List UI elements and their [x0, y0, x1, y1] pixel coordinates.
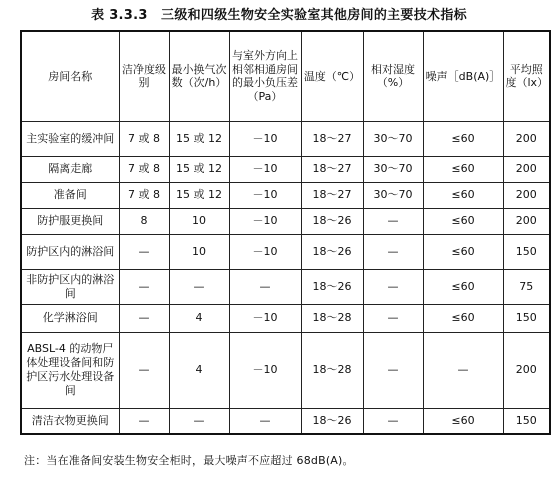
cell-noise: ≤60 [423, 234, 503, 269]
technical-spec-table [20, 30, 551, 435]
table-row [21, 208, 550, 234]
cell-pressure-diff: －10 [229, 234, 301, 269]
cell-noise: ≤60 [423, 304, 503, 332]
cell-cleanliness: 7 或 8 [119, 156, 169, 182]
table-title: 表 3.3.3 三级和四级生物安全实验室其他房间的主要技术指标 [91, 8, 467, 23]
header-relative-humidity: 相对湿度（%） [363, 31, 423, 121]
cell-illuminance: 150 [503, 234, 550, 269]
cell-air-changes: 15 或 12 [169, 121, 229, 156]
cell-air-changes: 10 [169, 234, 229, 269]
cell-cleanliness: — [119, 332, 169, 408]
table-row [21, 408, 550, 434]
cell-air-changes: — [169, 408, 229, 434]
cell-humidity: 30～70 [363, 121, 423, 156]
cell-temperature: 18～26 [301, 408, 363, 434]
header-min-pressure-diff: 与室外方向上相邻相通房间的最小负压差（Pa） [229, 31, 301, 121]
table-row [21, 332, 550, 408]
table-row [21, 121, 550, 156]
table-row [21, 182, 550, 208]
cell-humidity: — [363, 269, 423, 304]
cell-noise: ≤60 [423, 121, 503, 156]
cell-humidity: 30～70 [363, 182, 423, 208]
cell-humidity: — [363, 304, 423, 332]
table-footnote: 注：当在准备间安装生物安全柜时，最大噪声不应超过 68dB(A)。 [24, 454, 354, 467]
header-avg-illuminance: 平均照度（lx） [503, 31, 550, 121]
cell-air-changes: 15 或 12 [169, 156, 229, 182]
cell-illuminance: 200 [503, 208, 550, 234]
cell-illuminance: 75 [503, 269, 550, 304]
cell-cleanliness: — [119, 269, 169, 304]
cell-noise: ≤60 [423, 269, 503, 304]
header-row [21, 31, 550, 121]
cell-humidity: — [363, 408, 423, 434]
cell-air-changes: 4 [169, 304, 229, 332]
cell-noise: ≤60 [423, 182, 503, 208]
cell-pressure-diff: — [229, 408, 301, 434]
cell-noise: ≤60 [423, 156, 503, 182]
cell-pressure-diff: — [229, 269, 301, 304]
cell-humidity: — [363, 208, 423, 234]
cell-room-name: 防护区内的淋浴间 [21, 234, 119, 269]
cell-illuminance: 200 [503, 332, 550, 408]
cell-noise: ≤60 [423, 408, 503, 434]
cell-temperature: 18～26 [301, 269, 363, 304]
cell-room-name: 非防护区内的淋浴间 [21, 269, 119, 304]
header-cleanliness-class: 洁净度级别 [119, 31, 169, 121]
header-min-air-changes: 最小换气次数（次/h） [169, 31, 229, 121]
cell-pressure-diff: －10 [229, 156, 301, 182]
cell-room-name: 隔离走廊 [21, 156, 119, 182]
cell-air-changes: 15 或 12 [169, 182, 229, 208]
cell-temperature: 18～28 [301, 304, 363, 332]
cell-illuminance: 200 [503, 182, 550, 208]
cell-illuminance: 200 [503, 156, 550, 182]
cell-humidity: — [363, 234, 423, 269]
header-noise: 噪声［dB(A)］ [423, 31, 503, 121]
cell-temperature: 18～26 [301, 208, 363, 234]
cell-cleanliness: 7 或 8 [119, 121, 169, 156]
cell-cleanliness: 8 [119, 208, 169, 234]
cell-humidity: 30～70 [363, 156, 423, 182]
cell-temperature: 18～27 [301, 182, 363, 208]
cell-air-changes: 10 [169, 208, 229, 234]
cell-temperature: 18～27 [301, 121, 363, 156]
cell-temperature: 18～26 [301, 234, 363, 269]
cell-room-name: 防护服更换间 [21, 208, 119, 234]
cell-air-changes: — [169, 269, 229, 304]
cell-pressure-diff: －10 [229, 182, 301, 208]
cell-cleanliness: — [119, 234, 169, 269]
table-row [21, 156, 550, 182]
cell-pressure-diff: －10 [229, 304, 301, 332]
cell-temperature: 18～28 [301, 332, 363, 408]
cell-air-changes: 4 [169, 332, 229, 408]
cell-room-name: ABSL-4 的动物尸体处理设备间和防护区污水处理设备间 [21, 332, 119, 408]
table-row [21, 269, 550, 304]
cell-room-name: 清洁衣物更换间 [21, 408, 119, 434]
cell-humidity: — [363, 332, 423, 408]
cell-cleanliness: — [119, 304, 169, 332]
cell-cleanliness: — [119, 408, 169, 434]
cell-pressure-diff: －10 [229, 208, 301, 234]
cell-pressure-diff: －10 [229, 121, 301, 156]
table-row [21, 304, 550, 332]
cell-illuminance: 150 [503, 304, 550, 332]
cell-illuminance: 200 [503, 121, 550, 156]
cell-room-name: 化学淋浴间 [21, 304, 119, 332]
cell-illuminance: 150 [503, 408, 550, 434]
cell-noise: — [423, 332, 503, 408]
cell-room-name: 主实验室的缓冲间 [21, 121, 119, 156]
header-room-name: 房间名称 [21, 31, 119, 121]
cell-pressure-diff: －10 [229, 332, 301, 408]
cell-noise: ≤60 [423, 208, 503, 234]
cell-room-name: 准备间 [21, 182, 119, 208]
cell-temperature: 18～27 [301, 156, 363, 182]
header-temperature: 温度（℃） [301, 31, 363, 121]
cell-cleanliness: 7 或 8 [119, 182, 169, 208]
table-row [21, 234, 550, 269]
